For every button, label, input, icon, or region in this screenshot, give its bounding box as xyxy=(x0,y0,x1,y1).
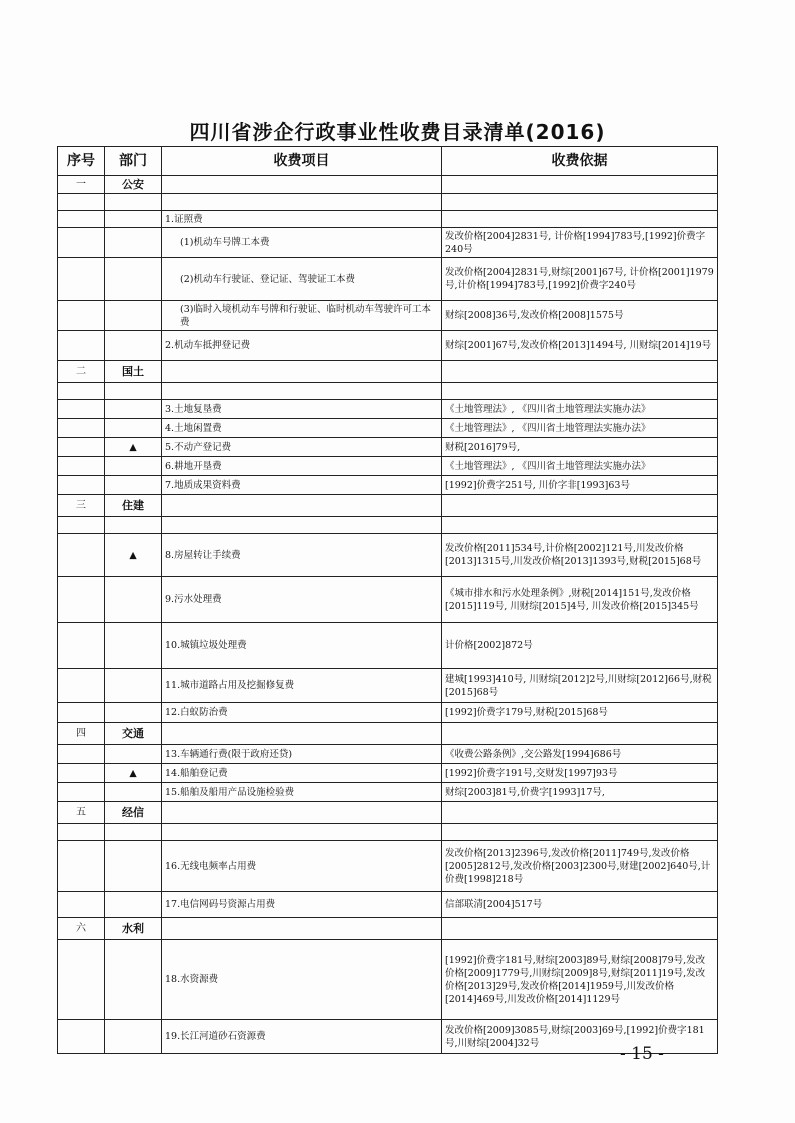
row-mark-cell xyxy=(105,331,162,361)
row-basis-cell: 发改价格[2004]2831号,财综[2001]67号, 计价格[2001]1979号,计价格[1994]783号,[1992]价费字240号 xyxy=(442,258,718,301)
row-item-cell xyxy=(162,383,442,400)
row-basis-cell: 计价格[2002]872号 xyxy=(442,623,718,669)
row-item-cell: 7.地质成果资料费 xyxy=(162,476,442,495)
category-row xyxy=(58,723,718,745)
row-mark-cell xyxy=(105,457,162,476)
row-basis-cell: 财综[2001]67号,发改价格[2013]1494号, 川财综[2014]19号 xyxy=(442,331,718,361)
row-seq-cell xyxy=(58,669,105,703)
row-seq-cell xyxy=(58,703,105,723)
row-seq-cell xyxy=(58,764,105,783)
row-basis-cell xyxy=(442,194,718,211)
row-basis-cell: 发改价格[2004]2831号, 计价格[1994]783号,[1992]价费字240号 xyxy=(442,228,718,258)
row-mark-cell: ▲ xyxy=(105,534,162,577)
row-seq-cell xyxy=(58,841,105,892)
table-row xyxy=(58,783,718,802)
category-row xyxy=(58,918,718,940)
row-seq-cell xyxy=(58,331,105,361)
row-basis-cell: 《城市排水和污水处理条例》,财税[2014]151号,发改价格[2015]119号, 川财综[2015]4号, 川发改价格[2015]345号 xyxy=(442,577,718,623)
row-mark-cell xyxy=(105,400,162,419)
category-row xyxy=(58,361,718,383)
row-basis-cell: [1992]价费字181号,财综[2003]89号,财综[2008]79号,发改价格[2009]1779号,川财综[2009]8号,财综[2011]19号,发改价格[2013]29号,发改价格[2014]1959号,川发改价格[2014]469号,川发改价格[2014]1129号 xyxy=(442,940,718,1020)
page-number: - 15 - xyxy=(620,1044,664,1064)
row-basis-cell xyxy=(442,517,718,534)
table-row xyxy=(58,1020,718,1054)
row-seq-cell xyxy=(58,301,105,331)
row-seq-cell xyxy=(58,438,105,457)
category-row xyxy=(58,495,718,517)
row-mark-cell xyxy=(105,824,162,841)
row-basis-cell: 建城[1993]410号, 川财综[2012]2号,川财综[2012]66号,财税[2015]68号 xyxy=(442,669,718,703)
table-row xyxy=(58,940,718,1020)
row-mark-cell xyxy=(105,623,162,669)
row-item-cell xyxy=(162,194,442,211)
table-row xyxy=(58,438,718,457)
row-item-cell xyxy=(162,802,442,824)
row-basis-cell: [1992]价费字251号, 川价字非[1993]63号 xyxy=(442,476,718,495)
category-row xyxy=(58,802,718,824)
row-seq-cell xyxy=(58,745,105,764)
row-basis-cell xyxy=(442,383,718,400)
row-mark-cell xyxy=(105,703,162,723)
row-mark-cell xyxy=(105,301,162,331)
table-row xyxy=(58,194,718,211)
row-item-cell xyxy=(162,723,442,745)
row-basis-cell: 《土地管理法》, 《四川省土地管理法实施办法》 xyxy=(442,457,718,476)
row-mark-cell xyxy=(105,1020,162,1054)
row-item-cell: 4.土地闲置费 xyxy=(162,419,442,438)
row-item-cell: 5.不动产登记费 xyxy=(162,438,442,457)
row-basis-cell xyxy=(442,211,718,228)
row-item-cell: 2.机动车抵押登记费 xyxy=(162,331,442,361)
row-mark-cell xyxy=(105,194,162,211)
row-basis-cell: [1992]价费字191号,交财发[1997]93号 xyxy=(442,764,718,783)
row-seq-cell xyxy=(58,194,105,211)
row-seq-cell xyxy=(58,623,105,669)
row-seq-cell xyxy=(58,824,105,841)
table-row xyxy=(58,534,718,577)
header-item: 收费项目 xyxy=(162,147,442,176)
row-seq-cell xyxy=(58,228,105,258)
row-seq-cell xyxy=(58,400,105,419)
row-item-cell: (3)临时入境机动车号牌和行驶证、临时机动车驾驶许可工本费 xyxy=(162,301,442,331)
row-basis-cell: 《收费公路条例》,交公路发[1994]686号 xyxy=(442,745,718,764)
row-mark-cell xyxy=(105,211,162,228)
row-mark-cell xyxy=(105,476,162,495)
row-mark-cell xyxy=(105,783,162,802)
row-basis-cell: 发改价格[2011]534号,计价格[2002]121号,川发改价格[2013]1315号,川发改价格[2013]1393号,财税[2015]68号 xyxy=(442,534,718,577)
row-basis-cell: 财综[2008]36号,发改价格[2008]1575号 xyxy=(442,301,718,331)
row-seq-cell xyxy=(58,1020,105,1054)
row-mark-cell xyxy=(105,383,162,400)
table-row xyxy=(58,331,718,361)
table-row xyxy=(58,400,718,419)
row-mark-cell xyxy=(105,892,162,918)
table-row xyxy=(58,383,718,400)
row-item-cell xyxy=(162,361,442,383)
table-row xyxy=(58,577,718,623)
row-basis-cell xyxy=(442,495,718,517)
row-seq-cell xyxy=(58,577,105,623)
row-dept-cell: 交通 xyxy=(105,723,162,745)
table-row xyxy=(58,211,718,228)
row-dept-cell: 水利 xyxy=(105,918,162,940)
row-seq-cell xyxy=(58,457,105,476)
row-basis-cell xyxy=(442,723,718,745)
row-seq-cell: 一 xyxy=(58,176,105,194)
row-item-cell xyxy=(162,824,442,841)
row-seq-cell: 四 xyxy=(58,723,105,745)
row-seq-cell xyxy=(58,892,105,918)
row-mark-cell xyxy=(105,940,162,1020)
row-item-cell: 12.白蚁防治费 xyxy=(162,703,442,723)
table-header-row xyxy=(58,147,718,176)
row-seq-cell: 五 xyxy=(58,802,105,824)
table-row xyxy=(58,824,718,841)
row-dept-cell: 经信 xyxy=(105,802,162,824)
row-seq-cell xyxy=(58,517,105,534)
row-seq-cell: 三 xyxy=(58,495,105,517)
row-seq-cell xyxy=(58,534,105,577)
table-row xyxy=(58,301,718,331)
row-basis-cell: 财综[2003]81号,价费字[1993]17号, xyxy=(442,783,718,802)
row-mark-cell xyxy=(105,577,162,623)
row-mark-cell xyxy=(105,258,162,301)
row-dept-cell: 住建 xyxy=(105,495,162,517)
table-body xyxy=(58,176,718,1054)
row-item-cell: 14.船舶登记费 xyxy=(162,764,442,783)
row-item-cell: 15.船舶及船用产品设施检验费 xyxy=(162,783,442,802)
row-basis-cell: 发改价格[2013]2396号,发改价格[2011]749号,发改价格[2005]2812号,发改价格[2003]2300号,财建[2002]640号,计价费[1998]218号 xyxy=(442,841,718,892)
row-basis-cell: 《土地管理法》, 《四川省土地管理法实施办法》 xyxy=(442,400,718,419)
table-row xyxy=(58,258,718,301)
row-basis-cell: 财税[2016]79号, xyxy=(442,438,718,457)
row-basis-cell xyxy=(442,824,718,841)
table-row xyxy=(58,892,718,918)
row-item-cell: 3.土地复垦费 xyxy=(162,400,442,419)
row-item-cell: 19.长江河道砂石资源费 xyxy=(162,1020,442,1054)
row-basis-cell xyxy=(442,918,718,940)
table-row xyxy=(58,517,718,534)
row-mark-cell xyxy=(105,228,162,258)
row-seq-cell: 六 xyxy=(58,918,105,940)
row-item-cell xyxy=(162,495,442,517)
row-mark-cell: ▲ xyxy=(105,764,162,783)
row-mark-cell: ▲ xyxy=(105,438,162,457)
row-item-cell: 13.车辆通行费(限于政府还贷) xyxy=(162,745,442,764)
row-item-cell xyxy=(162,176,442,194)
row-seq-cell xyxy=(58,383,105,400)
table-row xyxy=(58,669,718,703)
row-dept-cell: 公安 xyxy=(105,176,162,194)
table-row xyxy=(58,476,718,495)
row-seq-cell xyxy=(58,476,105,495)
row-mark-cell xyxy=(105,517,162,534)
row-item-cell: 1.证照费 xyxy=(162,211,442,228)
table-row xyxy=(58,703,718,723)
row-basis-cell xyxy=(442,361,718,383)
row-seq-cell xyxy=(58,419,105,438)
table-row xyxy=(58,457,718,476)
page-title: 四川省涉企行政事业性收费目录清单(2016) xyxy=(189,120,606,144)
table-row xyxy=(58,623,718,669)
row-basis-cell: 信部联清[2004]517号 xyxy=(442,892,718,918)
row-mark-cell xyxy=(105,419,162,438)
row-item-cell: 10.城镇垃圾处理费 xyxy=(162,623,442,669)
row-basis-cell xyxy=(442,802,718,824)
row-seq-cell xyxy=(58,258,105,301)
table-row xyxy=(58,841,718,892)
row-mark-cell xyxy=(105,841,162,892)
row-item-cell: (1)机动车号牌工本费 xyxy=(162,228,442,258)
row-basis-cell xyxy=(442,176,718,194)
table-row xyxy=(58,419,718,438)
row-item-cell: 6.耕地开垦费 xyxy=(162,457,442,476)
row-item-cell: 11.城市道路占用及挖掘修复费 xyxy=(162,669,442,703)
row-dept-cell: 国土 xyxy=(105,361,162,383)
row-item-cell: 18.水资源费 xyxy=(162,940,442,1020)
row-basis-cell: [1992]价费字179号,财税[2015]68号 xyxy=(442,703,718,723)
table-row xyxy=(58,228,718,258)
row-seq-cell xyxy=(58,783,105,802)
row-seq-cell xyxy=(58,940,105,1020)
header-seq: 序号 xyxy=(58,147,105,176)
row-seq-cell: 二 xyxy=(58,361,105,383)
row-item-cell: 17.电信网码号资源占用费 xyxy=(162,892,442,918)
table-row xyxy=(58,745,718,764)
row-basis-cell: 《土地管理法》, 《四川省土地管理法实施办法》 xyxy=(442,419,718,438)
row-item-cell: 16.无线电频率占用费 xyxy=(162,841,442,892)
row-item-cell: 8.房屋转让手续费 xyxy=(162,534,442,577)
row-item-cell xyxy=(162,918,442,940)
table-row xyxy=(58,764,718,783)
row-mark-cell xyxy=(105,669,162,703)
header-dept: 部门 xyxy=(105,147,162,176)
row-item-cell xyxy=(162,517,442,534)
fee-catalog-table xyxy=(57,146,718,1054)
row-seq-cell xyxy=(58,211,105,228)
row-item-cell: 9.污水处理费 xyxy=(162,577,442,623)
row-basis-cell: 发改价格[2009]3085号,财综[2003]69号,[1992]价费字181号,川财综[2004]32号 xyxy=(442,1020,718,1054)
row-item-cell: (2)机动车行驶证、登记证、驾驶证工本费 xyxy=(162,258,442,301)
category-row xyxy=(58,176,718,194)
header-basis: 收费依据 xyxy=(442,147,718,176)
row-mark-cell xyxy=(105,745,162,764)
